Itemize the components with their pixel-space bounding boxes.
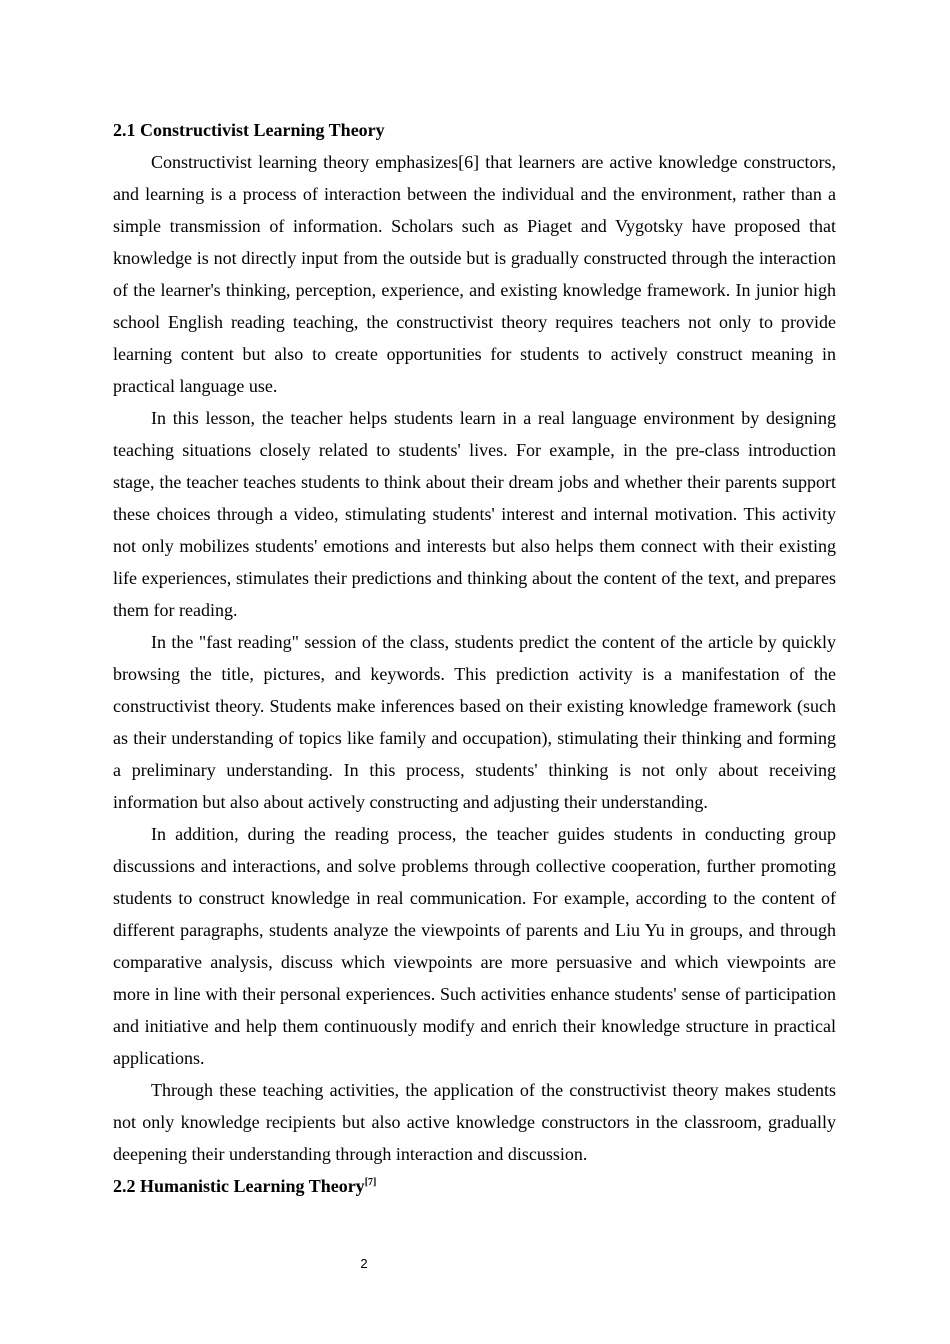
body-paragraph: Constructivist learning theory emphasizes[6] that learners are active knowledge constructors, and learning is a process of interaction between the individual and the environment, rather than a simple transmission of information. Scholars such as Piaget and Vygotsky have proposed that knowledge is not directly input from the outside but is gradually constructed through the interaction of the learner's thinking, perception, experience, and existing knowledge framework. In junior high school English reading teaching, the constructivist theory requires teachers not only to provide learning content but also to create opportunities for students to actively construct meaning in practical language use. xyxy=(113,152,836,396)
section-heading-2-1: 2.1 Constructivist Learning Theory xyxy=(113,120,385,140)
section-heading-2-2-title: 2.2 Humanistic Learning Theory xyxy=(113,1176,365,1196)
page-number: 2 xyxy=(360,1256,368,1271)
body-paragraph: In addition, during the reading process, the teacher guides students in conducting group discussions and interactions, and solve problems through collective cooperation, further promoting students to construct knowledge in real communication. For example, according to the content of different paragraphs, students analyze the viewpoints of parents and Liu Yu in groups, and through comparative analysis, discuss which viewpoints are more persuasive and which viewpoints are more in line with their personal experiences. Such activities enhance students' sense of participation and initiative and help them continuously modify and enrich their knowledge structure in practical applications. xyxy=(113,824,836,1068)
section-heading-2-2 xyxy=(113,1170,836,1202)
body-paragraph: Through these teaching activities, the application of the constructivist theory makes students not only knowledge recipients but also active knowledge constructors in the classroom, gradually deepening their understanding through interaction and discussion. xyxy=(113,1080,836,1164)
body-paragraph: In the "fast reading" session of the class, students predict the content of the article by quickly browsing the title, pictures, and keywords. This prediction activity is a manifestation of the constructivist theory. Students make inferences based on their existing knowledge framework (such as their understanding of topics like family and occupation), stimulating their thinking and forming a preliminary understanding. In this process, students' thinking is not only about receiving information but also about actively constructing and adjusting their understanding. xyxy=(113,632,836,812)
citation-marker: [7] xyxy=(364,1177,377,1188)
body-paragraph: In this lesson, the teacher helps students learn in a real language environment by designing teaching situations closely related to students' lives. For example, in the pre-class introduction stage, the teacher teaches students to think about their dream jobs and whether their parents support these choices through a video, stimulating students' interest and internal motivation. This activity not only mobilizes students' emotions and interests but also helps them connect with their existing life experiences, stimulates their predictions and thinking about the content of the text, and prepares them for reading. xyxy=(113,408,836,620)
document-page xyxy=(113,114,836,1202)
